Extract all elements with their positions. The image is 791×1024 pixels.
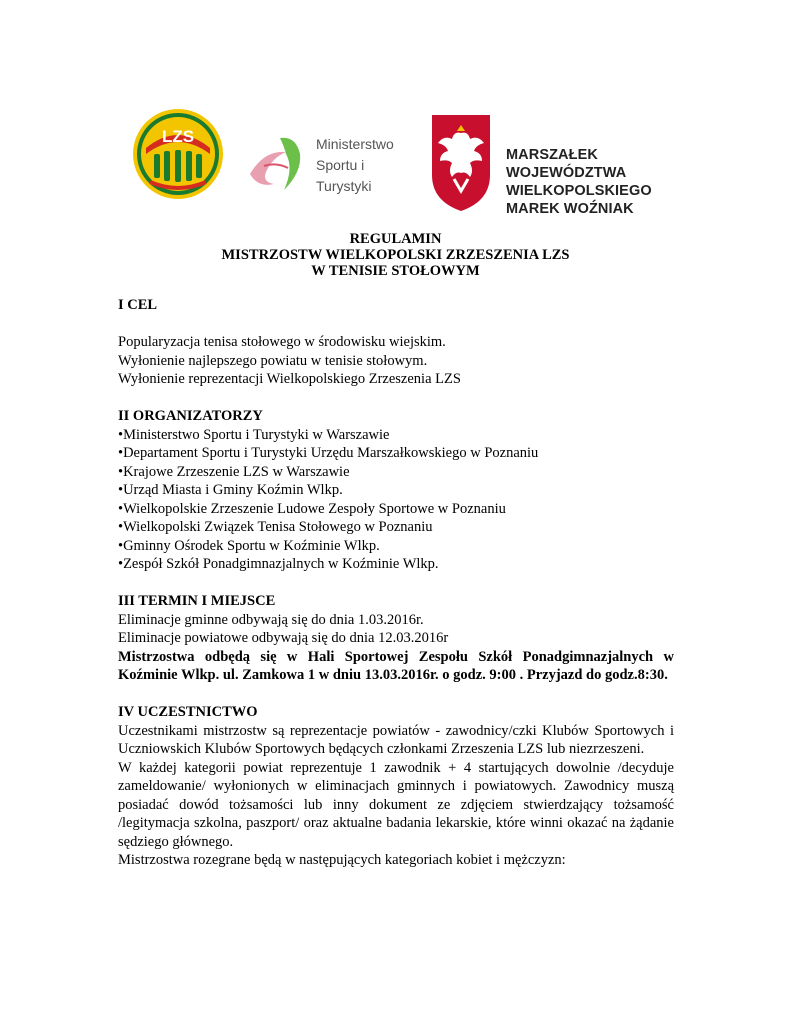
list-item: • Wielkopolskie Zrzeszenie Ludowe Zespoły Sportowe w Poznaniu	[118, 500, 674, 519]
text-line: Popularyzacja tenisa stołowego w środowisku wiejskim.	[118, 334, 446, 350]
section-uczestnictwo	[118, 703, 674, 870]
paragraph: Uczestnikami mistrzostw są reprezentacje powiatów - zawodnicy/czki Klubów Sportowych i Uczniowskich Klubów Sportowych będących członkami Zrzeszenia LZS lub niezrzeszeni.	[118, 722, 674, 757]
ministry-swoosh-icon	[246, 128, 314, 198]
text-line: Wyłonienie reprezentacji Wielkopolskiego Zrzeszenia LZS	[118, 371, 461, 387]
document-title: REGULAMIN MISTRZOSTW WIELKOPOLSKI ZRZESZENIA LZS W TENISIE STOŁOWYM	[221, 231, 570, 279]
text-line: Eliminacje powiatowe odbywają się do dnia 12.03.2016r	[118, 630, 449, 646]
section-organizatorzy	[118, 407, 674, 574]
paragraph: Mistrzostwa rozegrane będą w następujących kategoriach kobiet i mężczyzn:	[118, 852, 566, 868]
section-heading: I CEL	[118, 297, 158, 313]
ministry-logo	[246, 128, 416, 198]
paragraph: W każdej kategorii powiat reprezentuje 1 zawodnik + 4 startujących dowolnie /decyduje zameldowanie/ wyłonionych w eliminacjach gminnych i powiatowych. Zawodnicy muszą posiadać dowód tożsamości lub inny dokument ze zdjęciem stwierdzający tożsamość /legitymacja szkolna, paszport/ oraz aktualne badania lekarskie, które winni okazać na żądanie sędziego głównego.	[118, 759, 674, 850]
svg-text:LZS: LZS	[161, 127, 195, 146]
list-item: • Departament Sportu i Turystyki Urzędu Marszałkowskiego w Poznaniu	[118, 444, 674, 463]
section-cel	[118, 296, 674, 389]
section-termin	[118, 592, 674, 685]
list-item: • Zespół Szkół Ponadgimnazjalnych w Koźminie Wlkp.	[118, 555, 674, 574]
list-item: • Krajowe Zrzeszenie LZS w Warszawie	[118, 463, 674, 482]
list-item: • Wielkopolski Związek Tenisa Stołowego w Poznaniu	[118, 518, 674, 537]
lzs-logo-icon	[128, 108, 228, 200]
text-line: Wyłonienie najlepszego powiatu w tenisie stołowym.	[118, 352, 428, 369]
list-item: • Gminny Ośrodek Sportu w Koźminie Wlkp.	[118, 537, 674, 556]
ministry-text: Ministerstwo Sportu i Turystyki	[316, 136, 394, 194]
document-body	[118, 296, 674, 870]
section-heading: IV UCZESTNICTWO	[118, 704, 258, 720]
section-heading: II ORGANIZATORZY	[118, 408, 263, 424]
logo-bar	[128, 108, 688, 218]
organizers-list	[118, 426, 674, 574]
list-item: • Ministerstwo Sportu i Turystyki w Warszawie	[118, 426, 674, 445]
eagle-shield-icon	[430, 113, 492, 213]
marszalek-text: MARSZAŁEK WOJEWÓDZTWA WIELKOPOLSKIEGO MAREK WOŹNIAK	[506, 147, 652, 217]
marszalek-logo	[430, 113, 700, 223]
text-line: Eliminacje gminne odbywają się do dnia 1.03.2016r.	[118, 611, 424, 628]
section-heading: III TERMIN I MIEJSCE	[118, 593, 276, 609]
event-details: Mistrzostwa odbędą się w Hali Sportowej Zespołu Szkół Ponadgimnazjalnych w Koźminie Wlkp. ul. Zamkowa 1 w dniu 13.03.2016r. o godz. 9:00 . Przyjazd do godz.8:30.	[118, 648, 674, 683]
list-item: • Urząd Miasta i Gminy Koźmin Wlkp.	[118, 481, 674, 500]
